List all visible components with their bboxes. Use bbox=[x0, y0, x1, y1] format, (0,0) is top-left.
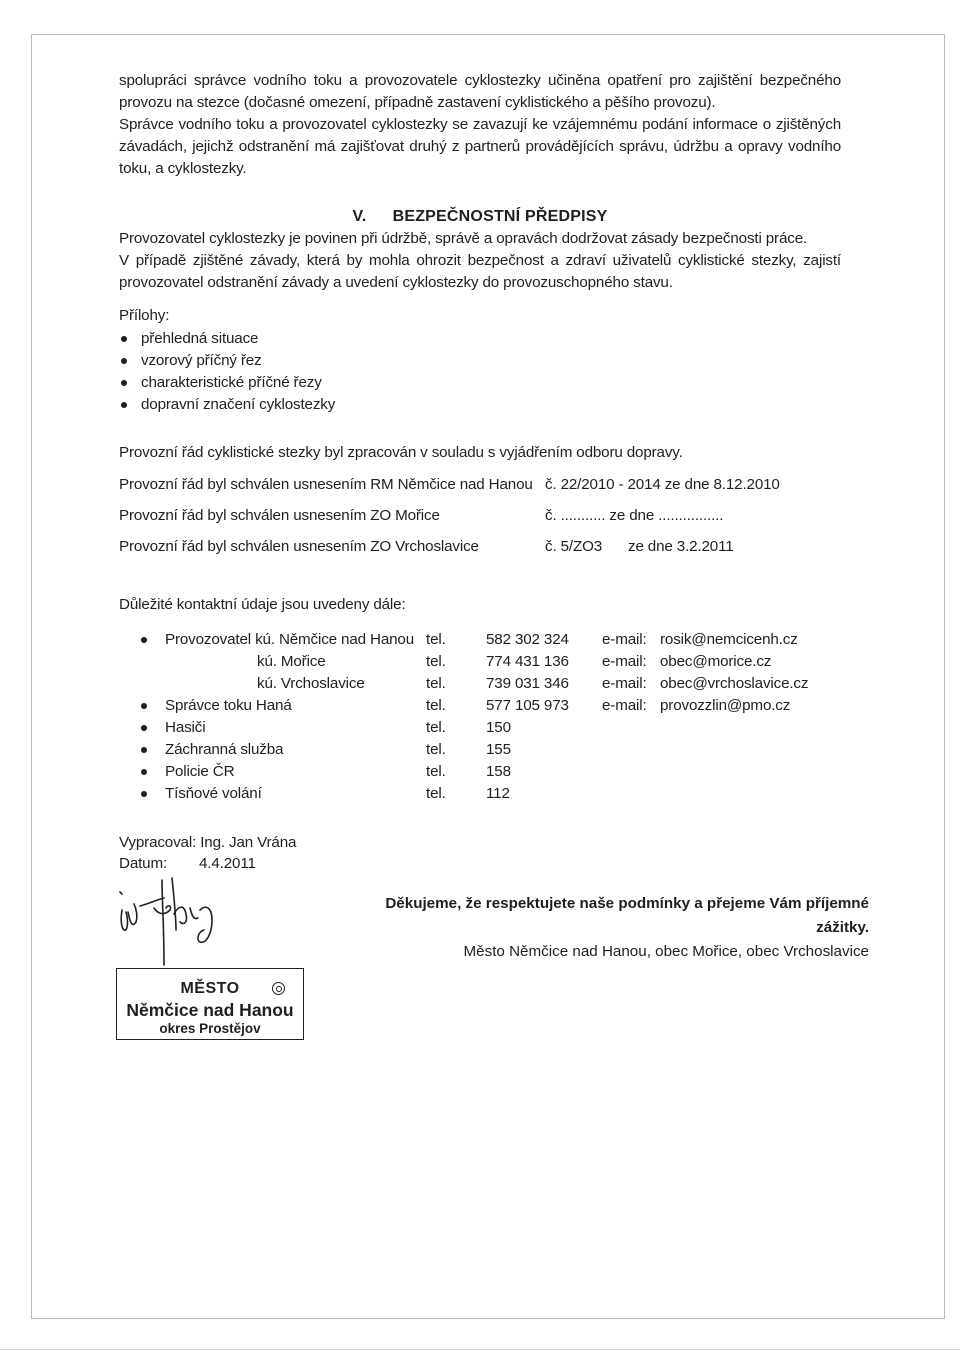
scan-edge-line bbox=[0, 1349, 960, 1350]
date-label: Datum: bbox=[119, 855, 168, 872]
approval-text: Provozní řád byl schválen usnesením ZO Vrchoslavice bbox=[119, 538, 479, 555]
stamp-line-3: okres Prostějov bbox=[159, 1021, 261, 1036]
contact-row bbox=[139, 695, 808, 717]
bullet bbox=[139, 695, 165, 717]
contact-phone: 577 105 973 bbox=[486, 697, 569, 714]
bullet bbox=[139, 629, 165, 651]
contact-name: kú. Mořice bbox=[257, 653, 326, 670]
processed-statement: Provozní řád cyklistické stezky byl zpracován v souladu s vyjádřením odboru dopravy. bbox=[119, 444, 683, 461]
contact-name: Správce toku Haná bbox=[165, 697, 292, 714]
approval-text: Provozní řád byl schválen usnesením ZO Mořice bbox=[119, 507, 440, 524]
attachment-item: charakteristické příčné řezy bbox=[119, 372, 841, 394]
email-label: e-mail: bbox=[602, 675, 647, 692]
contact-row bbox=[139, 629, 808, 651]
thanks-line: Děkujeme, že respektujete naše podmínky a přejeme Vám příjemné zážitky. bbox=[385, 895, 869, 936]
paragraph-cooperation: spolupráci správce vodního toku a provozovatele cyklostezky učiněna opatření pro zajištění bezpečného provozu na stezce (dočasné omezení, případně zastavení cyklistického a pěšího provozu). bbox=[119, 72, 841, 111]
contact-row bbox=[139, 717, 808, 739]
coat-of-arms-icon bbox=[272, 982, 285, 995]
tel-label: tel. bbox=[426, 763, 446, 780]
contact-phone: 582 302 324 bbox=[486, 631, 569, 648]
bullet bbox=[139, 783, 165, 805]
paragraph-defect-handling: V případě zjištěné závady, která by mohla ohrozit bezpečnost a zdraví uživatelů cyklistické stezky, zajistí provozovatel odstranění závady a uvedení cyklostezky do provozuschopného stavu. bbox=[119, 252, 841, 291]
section-heading bbox=[119, 206, 841, 228]
email-label: e-mail: bbox=[602, 697, 647, 714]
document-body bbox=[119, 70, 841, 874]
approval-text: Provozní řád byl schválen usnesením RM Němčice nad Hanou bbox=[119, 476, 533, 493]
bullet bbox=[139, 717, 165, 739]
email-label: e-mail: bbox=[602, 653, 647, 670]
attachment-item: přehledná situace bbox=[119, 328, 841, 350]
contact-name: Policie ČR bbox=[165, 763, 235, 780]
contact-name: Provozovatel kú. Němčice nad Hanou bbox=[165, 631, 415, 648]
tel-label: tel. bbox=[426, 741, 446, 758]
approval-row bbox=[119, 474, 841, 496]
paragraph-information-exchange: Správce vodního toku a provozovatel cyklostezky se zavazují ke vzájemnému podání informace o zjištěných závadách, jejichž odstranění má zajišťovat druhý z partnerů provádějících správu, údržbu a opravy vodního toku, a cyklostezky. bbox=[119, 116, 841, 177]
approval-row bbox=[119, 505, 841, 527]
contact-row bbox=[139, 783, 808, 805]
thanks-block bbox=[342, 892, 869, 964]
contact-row bbox=[139, 761, 808, 783]
tel-label: tel. bbox=[426, 631, 446, 648]
stamp-line-1: MĚSTO bbox=[180, 980, 240, 997]
tel-label: tel. bbox=[426, 785, 446, 802]
contact-email: obec@morice.cz bbox=[660, 653, 772, 670]
attachments-label: Přílohy: bbox=[119, 307, 170, 324]
contact-row bbox=[139, 651, 808, 673]
stamp-line-2: Němčice nad Hanou bbox=[126, 1000, 294, 1020]
contacts-title: Důležité kontaktní údaje jsou uvedeny dále: bbox=[119, 596, 406, 613]
author-block bbox=[119, 832, 841, 874]
approval-number: č. ........... ze dne ................ bbox=[545, 507, 724, 524]
paragraph-safety-rules: Provozovatel cyklostezky je povinen při údržbě, správě a opravách dodržovat zásady bezpečnosti práce. bbox=[119, 230, 808, 247]
contact-phone: 158 bbox=[486, 763, 511, 780]
contact-name: kú. Vrchoslavice bbox=[257, 675, 365, 692]
attachment-item: vzorový příčný řez bbox=[119, 350, 841, 372]
contact-row bbox=[139, 739, 808, 761]
approval-row bbox=[119, 536, 841, 558]
bullet bbox=[139, 739, 165, 761]
tel-label: tel. bbox=[426, 653, 446, 670]
attachment-item: dopravní značení cyklostezky bbox=[119, 394, 841, 416]
bullet bbox=[139, 761, 165, 783]
tel-label: tel. bbox=[426, 697, 446, 714]
handwritten-signature bbox=[108, 870, 228, 970]
contact-phone: 150 bbox=[486, 719, 511, 736]
contact-phone: 155 bbox=[486, 741, 511, 758]
section-title: BEZPEČNOSTNÍ PŘEDPISY bbox=[392, 208, 608, 225]
contact-row bbox=[139, 673, 808, 695]
contact-phone: 739 031 346 bbox=[486, 675, 569, 692]
office-stamp bbox=[116, 968, 304, 1040]
prepared-by: Vypracoval: Ing. Jan Vrána bbox=[119, 834, 297, 851]
contact-email: rosik@nemcicenh.cz bbox=[660, 631, 798, 648]
contact-phone: 112 bbox=[486, 785, 510, 802]
contacts-table bbox=[139, 629, 808, 805]
email-label: e-mail: bbox=[602, 631, 647, 648]
contact-email: provozzlin@pmo.cz bbox=[660, 697, 791, 714]
date-value: 4.4.2011 bbox=[199, 855, 256, 872]
approval-date: ze dne 3.2.2011 bbox=[628, 538, 734, 555]
contact-email: obec@vrchoslavice.cz bbox=[660, 675, 809, 692]
tel-label: tel. bbox=[426, 675, 446, 692]
contact-name: Hasiči bbox=[165, 719, 206, 736]
attachments-list bbox=[119, 328, 841, 416]
approval-number: č. 5/ZO3 bbox=[545, 538, 603, 555]
approval-number: č. 22/2010 - 2014 ze dne 8.12.2010 bbox=[545, 476, 780, 493]
municipalities-line: Město Němčice nad Hanou, obec Mořice, obec Vrchoslavice bbox=[463, 943, 869, 960]
contact-name: Záchranná služba bbox=[165, 741, 284, 758]
contact-phone: 774 431 136 bbox=[486, 653, 569, 670]
contact-name: Tísňové volání bbox=[165, 785, 262, 802]
section-number: V. bbox=[352, 208, 367, 225]
tel-label: tel. bbox=[426, 719, 446, 736]
